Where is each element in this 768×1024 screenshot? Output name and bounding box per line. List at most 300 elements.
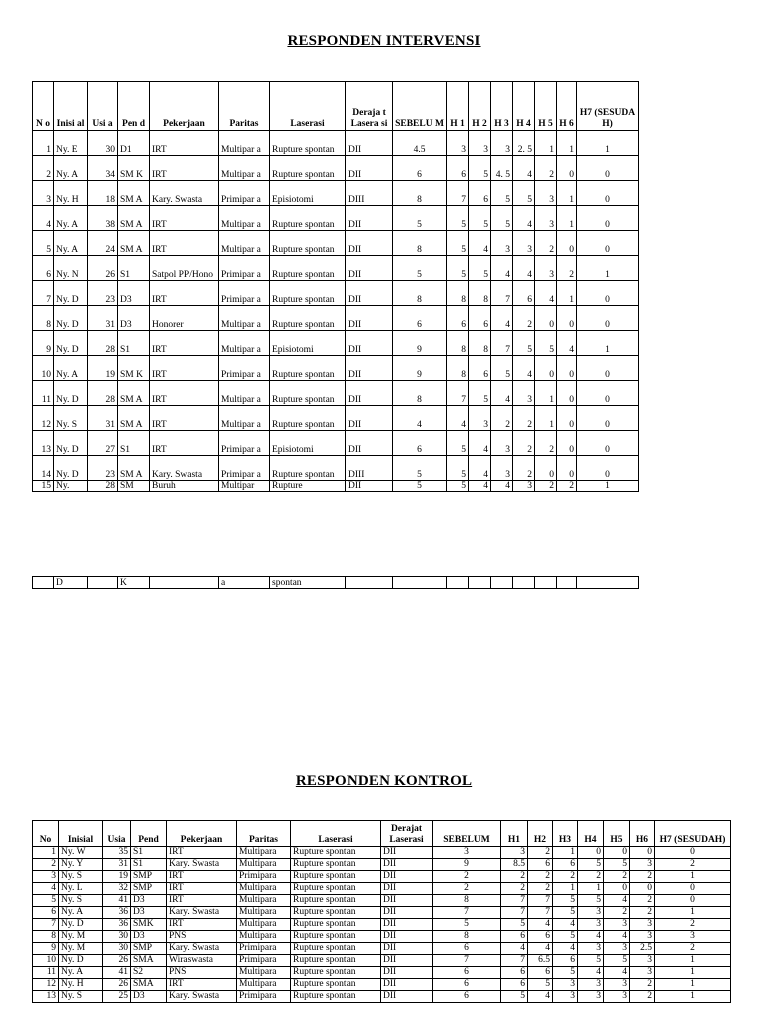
table-cell: 5 — [513, 331, 535, 356]
table-cell: 4. 5 — [491, 156, 513, 181]
table-cell: DIII — [346, 181, 393, 206]
table-cell: 0 — [577, 156, 639, 181]
table-cell: IRT — [150, 381, 219, 406]
table-cell: 3 — [33, 181, 54, 206]
table-cell: 1 — [535, 406, 557, 431]
table-cell: DII — [346, 156, 393, 181]
table-cell: 38 — [88, 206, 118, 231]
column-header: H5 — [604, 821, 630, 847]
table-cell: 4 — [469, 481, 491, 492]
table-cell: 0 — [577, 306, 639, 331]
table-cell: 5 — [553, 895, 578, 907]
table-cell: DII — [381, 991, 433, 1003]
column-header: No — [33, 821, 59, 847]
table-cell: 7 — [447, 181, 469, 206]
table-cell: 8 — [393, 281, 447, 306]
table-cell: IRT — [150, 331, 219, 356]
table-cell: 36 — [103, 907, 131, 919]
table-cell: 19 — [103, 871, 131, 883]
table-cell: 3 — [469, 131, 491, 156]
table-cell: S2 — [131, 967, 167, 979]
table-cell: 0 — [557, 231, 577, 256]
table-row — [33, 331, 639, 356]
table-cell: 1 — [578, 883, 604, 895]
table-cell: 5 — [491, 356, 513, 381]
table-row — [33, 356, 639, 381]
table-cell: Rupture spontan — [291, 931, 381, 943]
table-cell: DII — [381, 895, 433, 907]
table-cell: 7 — [491, 331, 513, 356]
table-cell: 31 — [88, 406, 118, 431]
column-header: Usi a — [88, 82, 118, 131]
table-cell: Ny. S — [54, 406, 88, 431]
table-cell: 1 — [577, 331, 639, 356]
table-cell: 11 — [33, 967, 59, 979]
column-header: H6 — [630, 821, 655, 847]
table-cell: DIII — [346, 456, 393, 481]
column-header: Inisi al — [54, 82, 88, 131]
table-cell: S1 — [131, 847, 167, 859]
table-cell: Ny. M — [59, 931, 103, 943]
table-cell: 3 — [578, 907, 604, 919]
table-cell: 5 — [447, 456, 469, 481]
table-cell: SM — [118, 481, 150, 492]
table-cell: DII — [381, 883, 433, 895]
table-cell: Ny. D — [54, 381, 88, 406]
table-row — [33, 281, 639, 306]
table-cell: 6 — [528, 931, 553, 943]
table-cell: 5 — [33, 895, 59, 907]
table-cell: PNS — [167, 931, 237, 943]
table-cell: Rupture spontan — [270, 356, 346, 381]
table-cell: 8 — [469, 281, 491, 306]
table-row — [33, 847, 731, 859]
table-cell: 7 — [447, 381, 469, 406]
table-row — [33, 919, 731, 931]
table-row — [33, 991, 731, 1003]
table-cell: 7 — [501, 955, 528, 967]
table-cell: 4 — [604, 895, 630, 907]
table-cell: 14 — [33, 456, 54, 481]
table-cell: 4 — [578, 931, 604, 943]
table-cell: S1 — [118, 431, 150, 456]
table-cell: Multipara — [237, 967, 291, 979]
table-cell: Ny. E — [54, 131, 88, 156]
table-cell: spontan — [270, 577, 346, 589]
column-header: Derajat Laserasi — [381, 821, 433, 847]
table-cell: Rupture spontan — [270, 256, 346, 281]
column-header: H 1 — [447, 82, 469, 131]
table-cell: 4 — [491, 481, 513, 492]
table-cell: 8 — [33, 306, 54, 331]
table-cell: 24 — [88, 231, 118, 256]
table-row — [33, 895, 731, 907]
table-cell: 6 — [553, 859, 578, 871]
table-cell: 2 — [604, 871, 630, 883]
table-cell: 8 — [433, 895, 501, 907]
table-cell: 6 — [513, 281, 535, 306]
table-cell: DII — [346, 281, 393, 306]
table-cell: 5 — [501, 919, 528, 931]
table-cell: Ny. M — [59, 943, 103, 955]
table-cell: Ny. Y — [59, 859, 103, 871]
table-cell: 8 — [447, 281, 469, 306]
table-cell: Ny. D — [54, 306, 88, 331]
table-cell: 4 — [553, 919, 578, 931]
table-cell: 4 — [604, 931, 630, 943]
table-cell: 35 — [103, 847, 131, 859]
table-cell: 8 — [393, 231, 447, 256]
table-cell: 2 — [513, 456, 535, 481]
table-cell: IRT — [150, 156, 219, 181]
table-cell: DII — [346, 381, 393, 406]
table-cell: Rupture spontan — [291, 979, 381, 991]
table-cell: Buruh — [150, 481, 219, 492]
table-cell: 5 — [447, 231, 469, 256]
table-cell: Kary. Swasta — [167, 991, 237, 1003]
table-cell: Ny. A — [54, 206, 88, 231]
table-cell: Rupture spontan — [291, 907, 381, 919]
table-cell: 3 — [630, 919, 655, 931]
table-cell: 8 — [33, 931, 59, 943]
table-cell: 3 — [655, 931, 731, 943]
table-cell: 3 — [469, 406, 491, 431]
table-cell: 2 — [557, 256, 577, 281]
table-cell: 1 — [535, 381, 557, 406]
table-cell: Kary. Swasta — [150, 456, 219, 481]
table-cell: Ny. D — [54, 281, 88, 306]
table-cell: Kary. Swasta — [167, 943, 237, 955]
table-cell: 5 — [393, 206, 447, 231]
table-row — [33, 859, 731, 871]
table-cell: 1 — [577, 256, 639, 281]
table-cell: 0 — [577, 406, 639, 431]
table-cell: 0 — [655, 883, 731, 895]
table-cell: Rupture spontan — [291, 871, 381, 883]
table-cell: IRT — [150, 356, 219, 381]
table-cell: S1 — [118, 331, 150, 356]
table-cell: 3 — [513, 481, 535, 492]
table-cell: 5 — [578, 955, 604, 967]
table-cell: Ny. A — [54, 231, 88, 256]
table-cell: PNS — [167, 967, 237, 979]
table-cell: 6 — [393, 306, 447, 331]
table-cell: 32 — [103, 883, 131, 895]
table-cell: 2 — [630, 871, 655, 883]
table-cell: 6 — [433, 943, 501, 955]
table-cell: 26 — [103, 955, 131, 967]
table-cell: 2 — [528, 883, 553, 895]
table-cell: SM K — [118, 156, 150, 181]
column-header: Usia — [103, 821, 131, 847]
column-header: Pen d — [118, 82, 150, 131]
column-header: H3 — [553, 821, 578, 847]
kontrol-table — [32, 820, 731, 1003]
table-cell: 1 — [577, 481, 639, 492]
table-cell: 3 — [578, 979, 604, 991]
table-cell: 1 — [655, 955, 731, 967]
table-cell: SMP — [131, 871, 167, 883]
table-cell: 1 — [557, 181, 577, 206]
table-cell: Multipar a — [219, 406, 270, 431]
column-header: H 4 — [513, 82, 535, 131]
table-cell: 7 — [501, 895, 528, 907]
table-cell: 12 — [33, 979, 59, 991]
table-cell: 2 — [578, 871, 604, 883]
table-cell: S1 — [118, 256, 150, 281]
table-cell: 5 — [33, 231, 54, 256]
table-cell: 0 — [535, 306, 557, 331]
table-cell: 2 — [491, 406, 513, 431]
table-cell: DII — [346, 356, 393, 381]
intervensi-table-continuation — [32, 576, 639, 589]
table-cell: SM K — [118, 356, 150, 381]
table-cell: 26 — [103, 979, 131, 991]
table-cell: Multipar a — [219, 156, 270, 181]
table-cell: Ny. H — [54, 181, 88, 206]
table-cell: 0 — [577, 381, 639, 406]
table-cell: DII — [346, 431, 393, 456]
table-row — [33, 871, 731, 883]
table-cell: 9 — [433, 859, 501, 871]
table-cell: 30 — [103, 931, 131, 943]
table-cell: 3 — [578, 919, 604, 931]
table-cell: Ny. H — [59, 979, 103, 991]
table-cell: Multipar a — [219, 306, 270, 331]
table-cell: 4 — [528, 943, 553, 955]
table-cell: 2 — [535, 481, 557, 492]
table-cell: 2 — [630, 979, 655, 991]
table-cell: Rupture spontan — [270, 231, 346, 256]
table-cell: 3 — [535, 206, 557, 231]
table-cell: Episiotomi — [270, 431, 346, 456]
table-cell: 3 — [491, 131, 513, 156]
table-cell: 25 — [103, 991, 131, 1003]
column-header: H 5 — [535, 82, 557, 131]
table-cell: 18 — [88, 181, 118, 206]
table-cell: 3 — [433, 847, 501, 859]
table-cell: 2 — [630, 907, 655, 919]
table-cell: Multipar a — [219, 206, 270, 231]
table-cell: DII — [346, 331, 393, 356]
table-cell: 6 — [433, 991, 501, 1003]
table-cell: 0 — [577, 356, 639, 381]
table-cell: Rupture spontan — [270, 381, 346, 406]
table-cell: 6.5 — [528, 955, 553, 967]
column-header: Pekerjaan — [167, 821, 237, 847]
column-header: Pend — [131, 821, 167, 847]
kontrol-header-row — [33, 821, 731, 847]
table-cell: 5 — [604, 859, 630, 871]
table-cell: 34 — [88, 156, 118, 181]
table-cell: SM A — [118, 231, 150, 256]
column-header: Pekerjaan — [150, 82, 219, 131]
table-cell: 41 — [103, 967, 131, 979]
table-cell: 5 — [528, 979, 553, 991]
table-cell: Ny. A — [59, 967, 103, 979]
table-cell: 1 — [535, 131, 557, 156]
table-cell: 3 — [553, 979, 578, 991]
table-cell: 19 — [88, 356, 118, 381]
table-cell: 8 — [393, 381, 447, 406]
table-cell: 0 — [557, 156, 577, 181]
table-cell: 0 — [557, 406, 577, 431]
table-cell: Rupture spontan — [291, 919, 381, 931]
table-cell: 5 — [433, 919, 501, 931]
table-cell: 1 — [557, 281, 577, 306]
table-cell: IRT — [150, 431, 219, 456]
table-cell: K — [118, 577, 150, 589]
table-cell: 2.5 — [630, 943, 655, 955]
table-cell: Ny. D — [54, 331, 88, 356]
table-cell: DII — [346, 131, 393, 156]
table-cell: SMP — [131, 943, 167, 955]
table-cell: 5 — [469, 206, 491, 231]
table-cell: 6 — [393, 156, 447, 181]
table-cell: 4 — [553, 943, 578, 955]
table-cell: IRT — [167, 979, 237, 991]
table-cell: Ny. N — [54, 256, 88, 281]
table-row — [33, 456, 639, 481]
table-cell: Rupture spontan — [291, 859, 381, 871]
table-cell: 2 — [630, 895, 655, 907]
table-cell: 7 — [491, 281, 513, 306]
table-cell: 6 — [33, 907, 59, 919]
table-cell: 2 — [528, 847, 553, 859]
table-cell: DII — [381, 907, 433, 919]
table-cell: 10 — [33, 356, 54, 381]
table-cell: 28 — [88, 381, 118, 406]
table-cell: 8 — [433, 931, 501, 943]
table-cell: D1 — [118, 131, 150, 156]
table-cell — [557, 577, 577, 589]
table-cell: 5 — [513, 181, 535, 206]
table-cell: 7 — [433, 955, 501, 967]
table-cell: 1 — [557, 206, 577, 231]
table-cell: 0 — [557, 356, 577, 381]
table-cell: Ny. S — [59, 895, 103, 907]
table-cell: Primipar a — [219, 281, 270, 306]
table-cell: SM A — [118, 206, 150, 231]
table-cell: 9 — [33, 331, 54, 356]
table-cell: Multipara — [237, 847, 291, 859]
table-cell: SMA — [131, 955, 167, 967]
table-cell: Primipar a — [219, 456, 270, 481]
table-cell: 0 — [577, 181, 639, 206]
column-header: H1 — [501, 821, 528, 847]
table-cell: Rupture spontan — [291, 943, 381, 955]
table-cell: 2 — [557, 481, 577, 492]
table-cell: 4 — [557, 331, 577, 356]
table-cell: Multipar a — [219, 381, 270, 406]
table-cell: 4 — [491, 306, 513, 331]
table-cell: 4 — [578, 967, 604, 979]
table-cell: 6 — [469, 306, 491, 331]
table-cell: 0 — [557, 306, 577, 331]
table-row — [33, 131, 639, 156]
table-cell: 5 — [447, 481, 469, 492]
table-cell: 2 — [655, 859, 731, 871]
table-cell: 5 — [491, 181, 513, 206]
table-cell: Ny. S — [59, 991, 103, 1003]
table-row — [33, 181, 639, 206]
table-cell: Multipara — [237, 883, 291, 895]
table-cell: SMP — [131, 883, 167, 895]
table-cell: 28 — [88, 331, 118, 356]
table-cell: 5 — [491, 206, 513, 231]
table-cell: Rupture spontan — [291, 967, 381, 979]
table-cell: IRT — [167, 883, 237, 895]
table-cell: Primipara — [237, 955, 291, 967]
table-cell: 0 — [577, 456, 639, 481]
table-row — [33, 943, 731, 955]
table-cell: DII — [346, 231, 393, 256]
table-cell: Primipar a — [219, 356, 270, 381]
table-cell: 0 — [577, 431, 639, 456]
column-header: Paritas — [219, 82, 270, 131]
table-cell: 4.5 — [393, 131, 447, 156]
table-cell: Primipara — [237, 991, 291, 1003]
table-cell: 12 — [33, 406, 54, 431]
table-cell: Rupture spontan — [270, 156, 346, 181]
table-cell: 0 — [557, 431, 577, 456]
table-cell: 5 — [553, 967, 578, 979]
table-cell: Primipara — [237, 943, 291, 955]
column-header: H 3 — [491, 82, 513, 131]
table-cell: 5 — [553, 907, 578, 919]
table-cell: 5 — [447, 206, 469, 231]
table-cell: 7 — [528, 895, 553, 907]
table-cell: 8 — [447, 331, 469, 356]
table-cell: SM A — [118, 456, 150, 481]
table-cell: 1 — [655, 907, 731, 919]
table-cell: D3 — [131, 895, 167, 907]
table-cell: Rupture spontan — [291, 955, 381, 967]
table-cell: Rupture spontan — [270, 281, 346, 306]
table-cell: 1 — [33, 131, 54, 156]
table-cell: 4 — [469, 431, 491, 456]
table-cell: 2 — [535, 431, 557, 456]
table-row — [33, 979, 731, 991]
table-cell — [150, 577, 219, 589]
column-header: SEBELUM — [433, 821, 501, 847]
table-cell: 3 — [604, 943, 630, 955]
table-cell: 2 — [553, 871, 578, 883]
table-cell: 8 — [469, 331, 491, 356]
table-cell: Ny. — [54, 481, 88, 492]
table-row — [33, 431, 639, 456]
table-cell: 23 — [88, 456, 118, 481]
table-cell: 0 — [655, 847, 731, 859]
column-header: H7 (SESUDA H) — [577, 82, 639, 131]
table-row — [33, 955, 731, 967]
table-cell: IRT — [150, 281, 219, 306]
table-cell: DII — [381, 931, 433, 943]
table-cell: 0 — [557, 456, 577, 481]
table-cell: 7 — [33, 281, 54, 306]
table-cell: 4 — [491, 256, 513, 281]
table-cell — [535, 577, 557, 589]
table-cell: DII — [346, 306, 393, 331]
table-cell: a — [219, 577, 270, 589]
table-cell: 2 — [513, 306, 535, 331]
table-row — [33, 931, 731, 943]
table-cell: Multipara — [237, 931, 291, 943]
table-cell: 2 — [33, 859, 59, 871]
table-cell: 6 — [433, 979, 501, 991]
table-cell: 4 — [33, 206, 54, 231]
table-cell: Multipar a — [219, 131, 270, 156]
